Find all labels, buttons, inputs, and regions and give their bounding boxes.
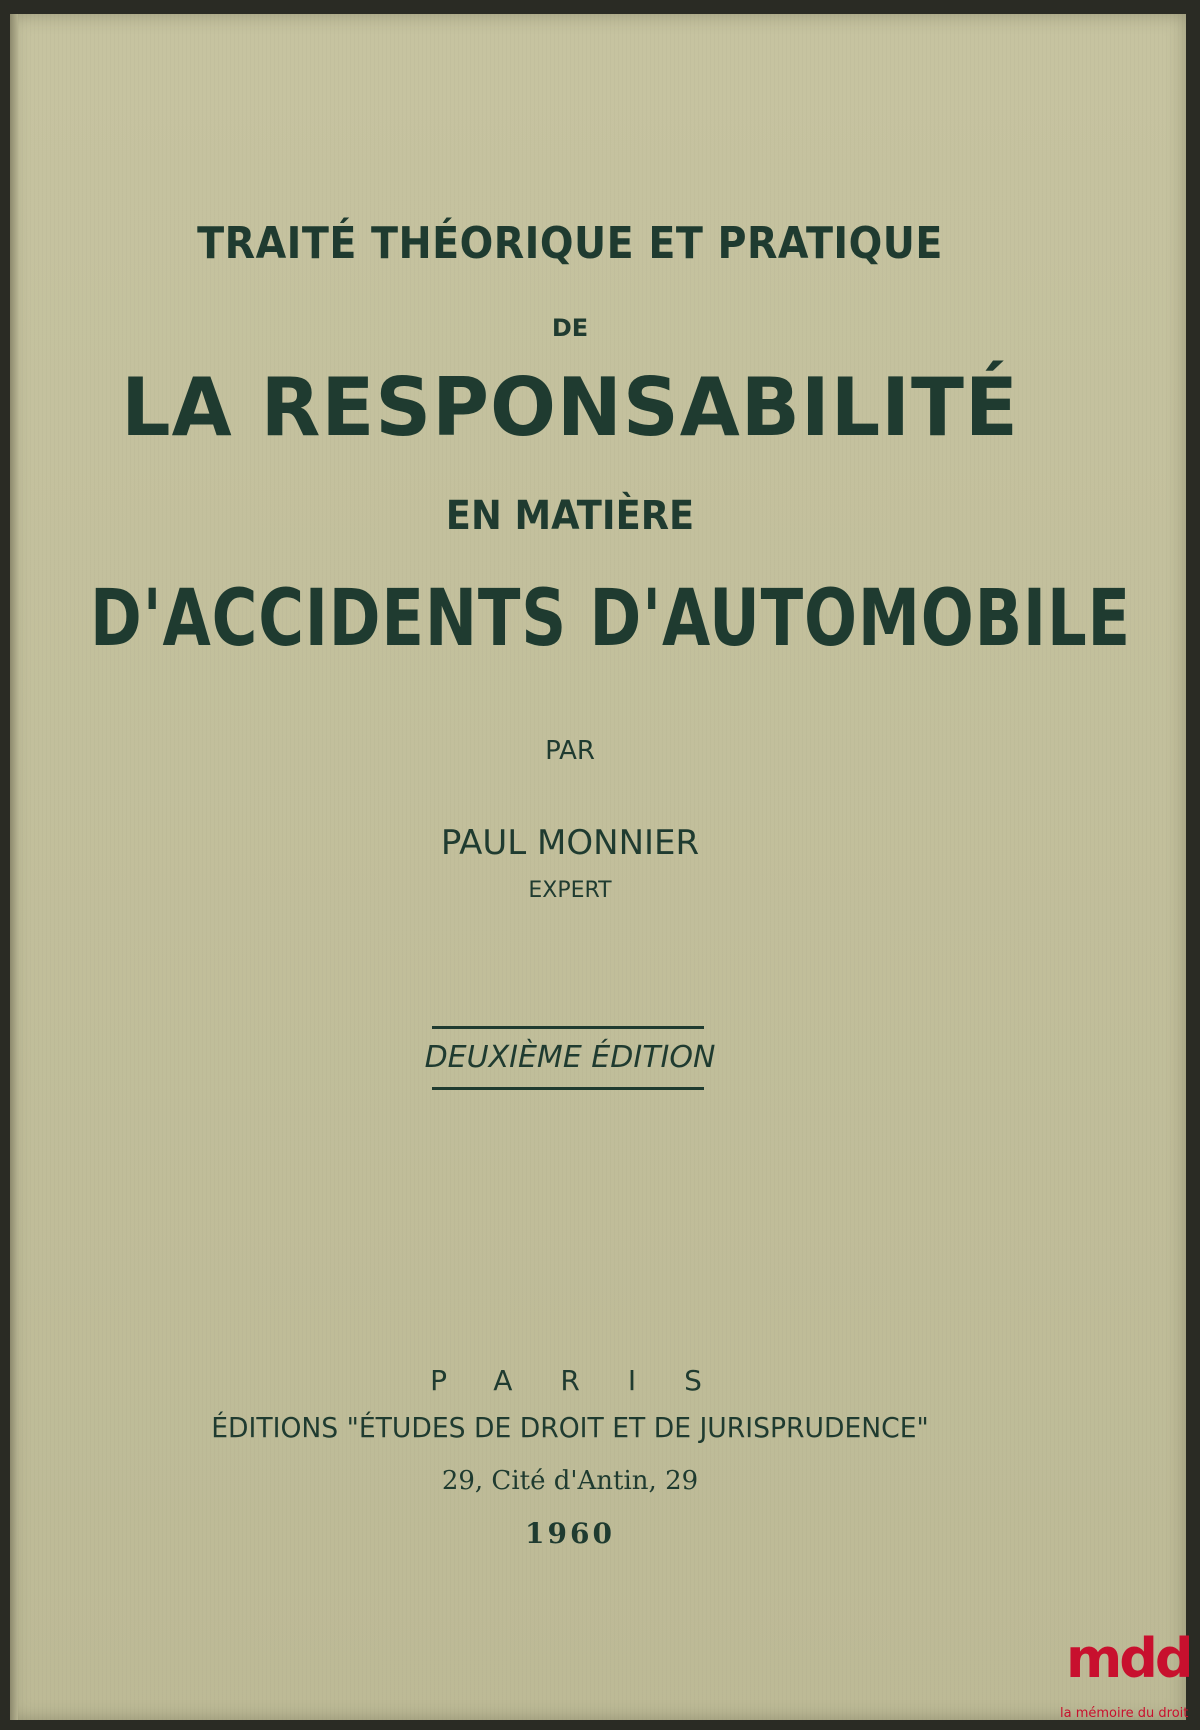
publisher: ÉDITIONS "ÉTUDES DE DROIT ET DE JURISPRUDENCE" bbox=[211, 1411, 929, 1444]
author-role: EXPERT bbox=[528, 878, 612, 903]
city: PARIS bbox=[430, 1364, 750, 1397]
publisher-address: 29, Cité d'Antin, 29 bbox=[441, 1466, 699, 1496]
main-title: LA RESPONSABILITÉ bbox=[121, 361, 1019, 454]
book-cover bbox=[10, 14, 1186, 1720]
title-de: DE bbox=[551, 314, 589, 342]
edition-rule-bottom bbox=[432, 1087, 704, 1090]
publication-year: 1960 bbox=[525, 1517, 615, 1550]
edition-label: DEUXIÈME ÉDITION bbox=[424, 1040, 716, 1075]
mdd-watermark-logo bbox=[1060, 1627, 1200, 1730]
cover-left-edge bbox=[10, 14, 18, 1720]
mdd-logo-mark: mdd bbox=[1066, 1627, 1191, 1690]
author-name: PAUL MONNIER bbox=[440, 823, 700, 863]
title-line-traite: TRAITÉ THÉORIQUE ET PRATIQUE bbox=[197, 218, 943, 269]
edition-rule-top bbox=[432, 1026, 704, 1029]
title-accidents: D'ACCIDENTS D'AUTOMOBILE bbox=[90, 574, 1131, 664]
par-label: PAR bbox=[545, 736, 595, 766]
title-en-matiere: EN MATIÈRE bbox=[445, 493, 695, 539]
mdd-logo-subtitle: la mémoire du droit bbox=[1060, 1706, 1189, 1721]
